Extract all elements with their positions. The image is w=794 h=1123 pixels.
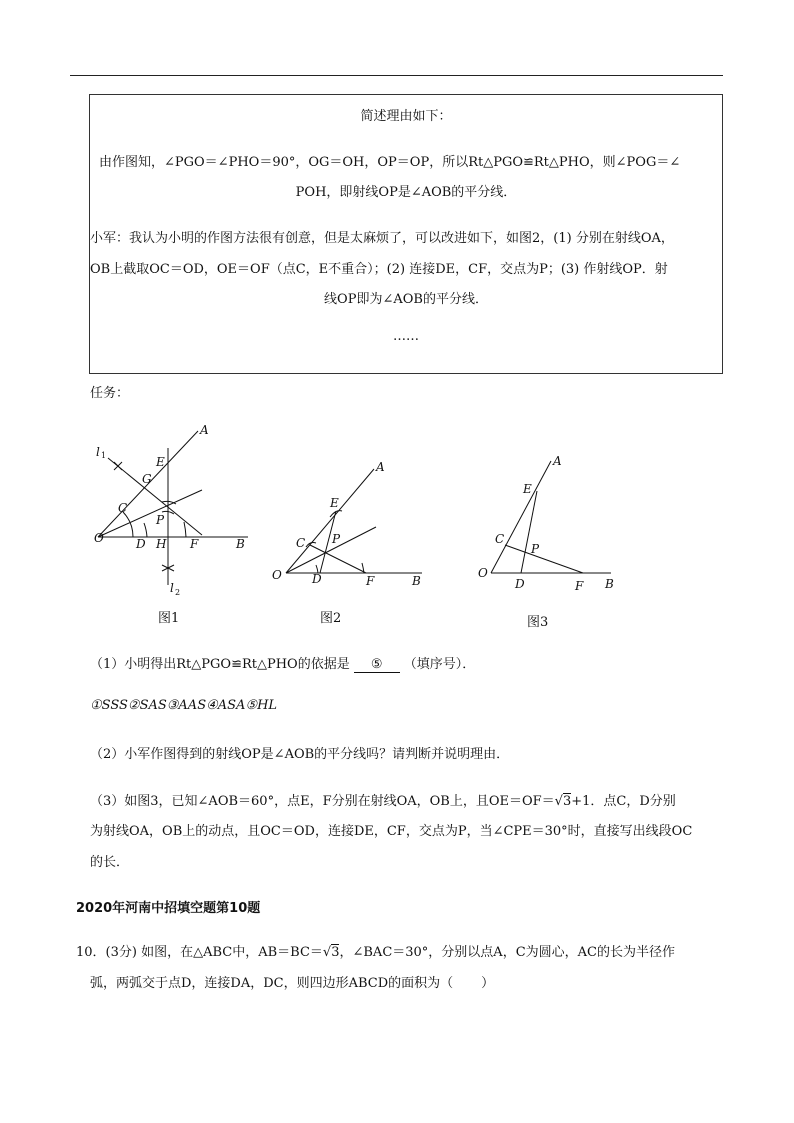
label-H-1: H [156,537,167,551]
label-E-2: E [330,496,339,510]
figure-2 [270,455,440,595]
label-F-3: F [575,579,584,593]
label-D-2: D [312,572,322,586]
sqrt-symbol: √ [554,794,563,809]
label-O-1: O [94,531,104,545]
caption-fig3: 图3 [527,615,549,630]
figure-3 [475,455,625,600]
label-B-3: B [605,577,614,591]
question-3-line-1: （3）如图3，已知∠AOB＝60°，点E，F分别在射线OA，OB上，且OE＝OF＝√3+1．点C，D分别 [90,794,676,809]
label-A-1: A [200,423,209,437]
xiaojun-line-1: 小军：我认为小明的作图方法很有创意，但是太麻烦了，可以改进如下，如图2，(1) 分别在射线OA， [90,231,674,246]
label-O-2: O [272,568,282,582]
question-10-line-2: 弧，两弧交于点D，连接DA，DC，则四边形ABCD的面积为（ ） [90,976,495,991]
task-label: 任务： [90,386,130,401]
reason-line-1: 由作图知，∠PGO＝∠PHO＝90°，OG＝OH，OP＝OP，所以Rt△PGO≌Rt△PHO，则∠POG＝∠ [99,155,681,170]
question-2: （2）小军作图得到的射线OP是∠AOB的平分线吗？请判断并说明理由． [90,747,510,762]
label-l2: l [170,581,174,595]
label-F-2: F [366,574,375,588]
sqrt-radicand: 3 [562,794,572,809]
section-title: 2020年河南中招填空题第10题 [76,901,261,916]
reasoning-box [89,94,723,374]
ellipsis: …… [393,329,419,344]
header-rule [70,75,723,76]
label-A-3: A [553,455,562,468]
question-1: （1）小明得出Rt△PGO≌Rt△PHO的依据是 ⑤ （填序号）． [90,657,476,672]
reason-line-2: POH，即射线OP是∠AOB的平分线． [295,185,517,200]
label-P-2: P [332,532,341,546]
label-B-1: B [236,537,245,551]
ray-op-1 [98,490,202,537]
svg-text:1: 1 [101,451,107,460]
label-P-1: P [156,513,165,527]
label-C-3: C [495,532,505,546]
label-C-2: C [296,536,306,550]
label-G-1: G [142,472,152,486]
label-F-1: F [190,537,199,551]
options-list: ①SSS②SAS③AAS④ASA⑤HL [90,698,278,713]
caption-fig1: 图1 [158,611,180,626]
label-P-3: P [531,542,540,556]
label-E-1: E [156,455,165,469]
caption-fig2: 图2 [320,611,342,626]
label-O-3: O [478,566,488,580]
answer-blank: ⑤ [354,657,400,673]
question-3-line-2: 为射线OA，OB上的动点，且OC＝OD，连接DE，CF，交点为P，当∠CPE＝30°时，直接写出线段OC [90,824,693,839]
label-E-3: E [523,482,532,496]
box-title: 简述理由如下： [360,109,452,124]
label-D-1: D [136,537,146,551]
label-D-3: D [515,577,525,591]
question-3-line-3: 的长． [90,855,130,870]
label-A-2: A [376,460,385,474]
label-C-1: C [118,501,128,515]
label-l1: l [96,445,100,459]
label-B-2: B [412,574,421,588]
svg-text:2: 2 [175,588,181,597]
question-10-line-1: 10．(3分) 如图，在△ABC中，AB＝BC＝√3，∠BAC＝30°，分别以点A，C为圆心，AC的长为半径作 [76,945,675,960]
xiaojun-line-3: 线OP即为∠AOB的平分线． [324,292,488,307]
xiaojun-line-2: OB上截取OC＝OD，OE＝OF（点C，E不重合）；(2) 连接DE，CF，交点为P；(3) 作射线OP．射 [90,262,668,277]
figure-1 [90,420,260,605]
